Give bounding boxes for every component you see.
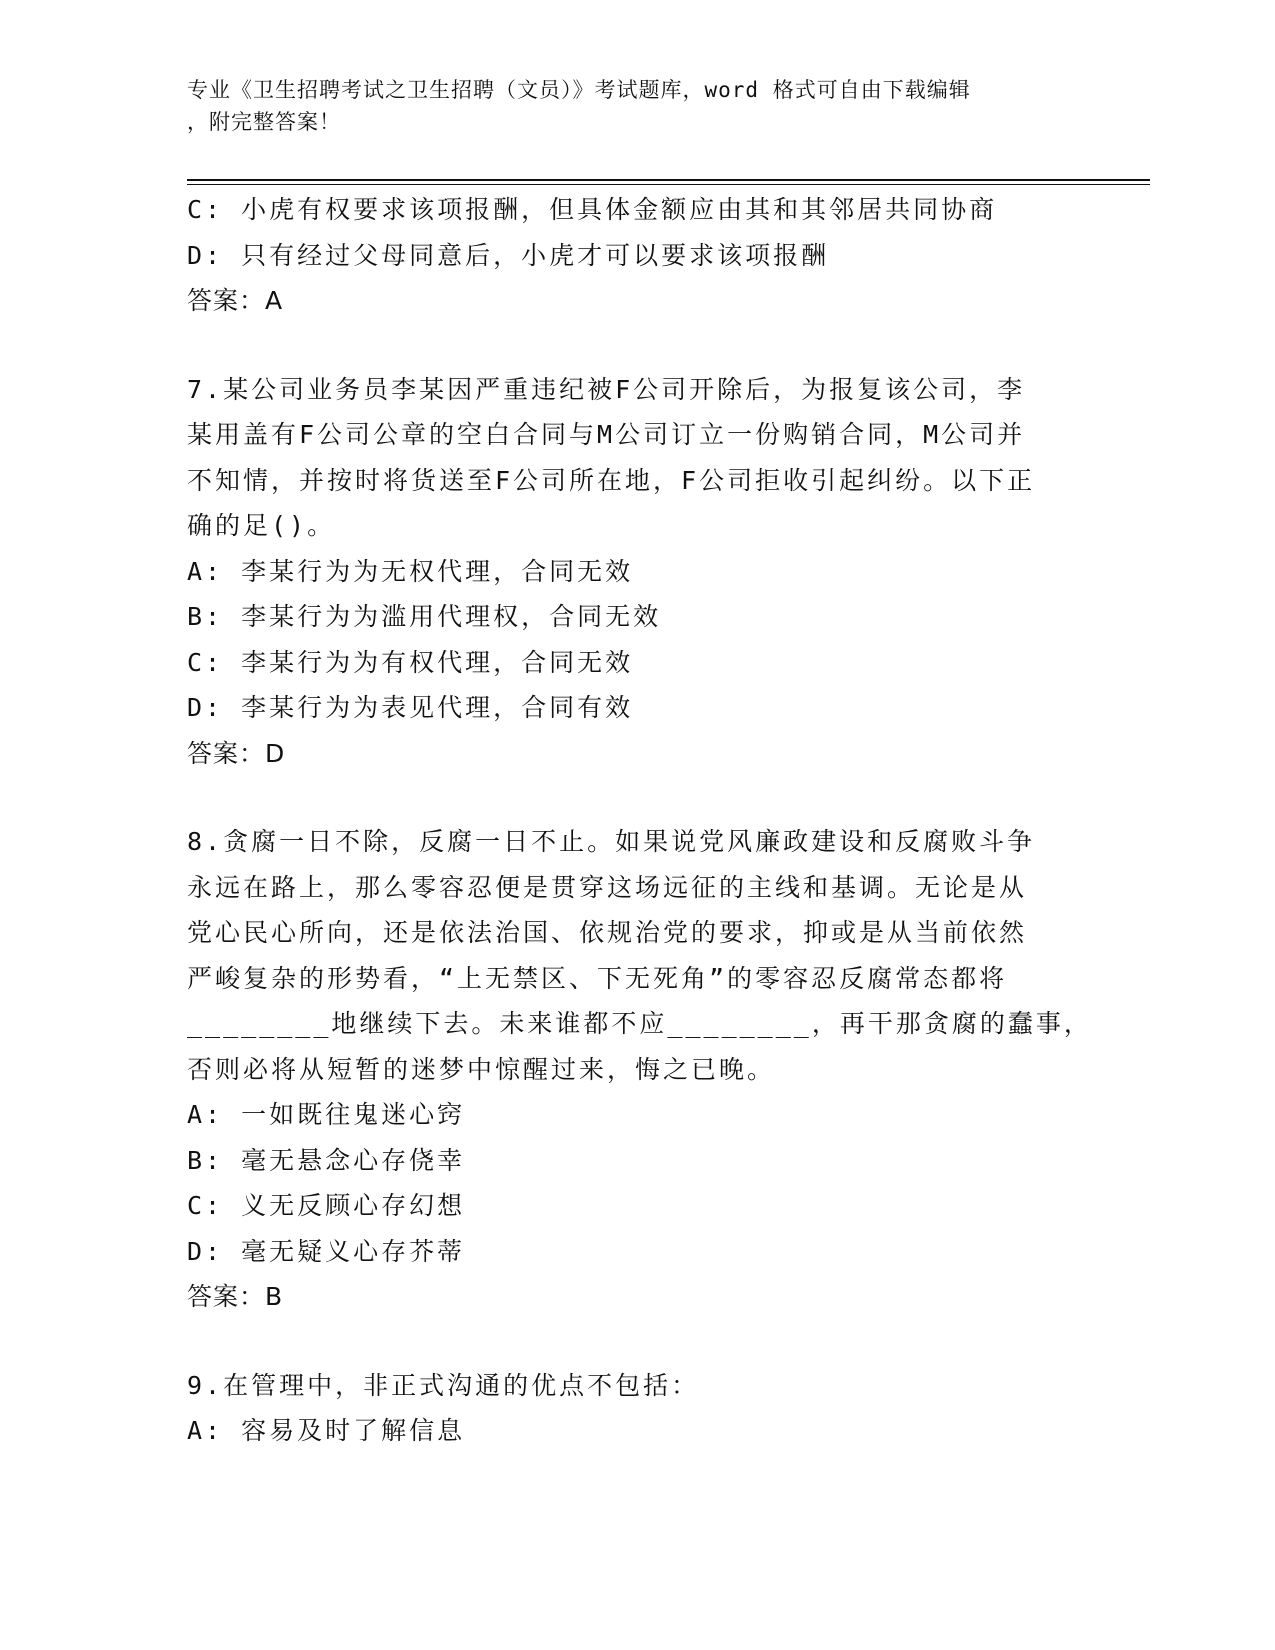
option-d: D: 李某行为为表见代理，合同有效 (187, 693, 634, 722)
option-a: A: 一如既往鬼迷心窍 (187, 1100, 466, 1129)
option-c: C: 李某行为为有权代理，合同无效 (187, 647, 634, 677)
question-stem-line: 否则必将从短暂的迷梦中惊醒过来，悔之已晚。 (187, 1054, 776, 1084)
answer-line: 答案：A (187, 286, 284, 315)
document-body (187, 187, 1092, 1454)
option-a: A: 李某行为为无权代理，合同无效 (187, 556, 634, 586)
option-b: B: 李某行为为滥用代理权，合同无效 (187, 602, 662, 631)
question-stem-line: 某用盖有F公司公章的空白合同与M公司订立一份购销合同，M公司并 (187, 420, 1026, 449)
question-stem-line: ________地继续下去。未来谁都不应________，再干那贪腐的蠢事， (187, 1009, 1092, 1038)
header-title-line: 专业《卫生招聘考试之卫生招聘（文员）》考试题库，word 格式可自由下载编辑 (187, 78, 971, 102)
question-block-8 (187, 819, 1092, 1320)
header-subtitle-line: ，附完整答案！ (187, 110, 341, 134)
question-block-7 (187, 367, 1087, 777)
option-b: B: 毫无悬念心存侥幸 (187, 1145, 466, 1175)
question-stem-line: 9.在管理中，非正式沟通的优点不包括： (187, 1370, 700, 1400)
question-block-9 (187, 1363, 1087, 1454)
document-header (187, 74, 1087, 138)
question-block-6 (187, 187, 1087, 324)
option-c: C: 小虎有权要求该项报酬，但具体金额应由其和其邻居共同协商 (187, 195, 998, 224)
header-divider (187, 179, 1150, 181)
answer-line: 答案：D (187, 738, 286, 768)
option-d: D: 只有经过父母同意后，小虎才可以要求该项报酬 (187, 240, 830, 270)
question-stem-line: 7.某公司业务员李某因严重违纪被F公司开除后，为报复该公司，李 (187, 374, 1026, 404)
question-stem-line: 确的足()。 (187, 511, 336, 540)
answer-line: 答案：B (187, 1282, 284, 1311)
spacer (187, 776, 1087, 819)
question-stem-line: 8.贪腐一日不除，反腐一日不止。如果说党风廉政建设和反腐败斗争 (187, 827, 1036, 856)
header-divider-thin (187, 184, 1150, 185)
spacer (187, 324, 1087, 367)
option-c: C: 义无反顾心存幻想 (187, 1191, 466, 1220)
question-stem-line: 严峻复杂的形势看，“上无禁区、下无死角”的零容忍反腐常态都将 (187, 963, 1008, 993)
question-stem-line: 永远在路上，那么零容忍便是贯穿这场远征的主线和基调。无论是从 (187, 872, 1028, 902)
spacer (187, 1320, 1087, 1363)
question-stem-line: 不知情，并按时将货送至F公司所在地，F公司拒收引起纠纷。以下正 (187, 465, 1036, 495)
question-stem-line: 党心民心所向，还是依法治国、依规治党的要求，抑或是从当前依然 (187, 918, 1028, 947)
option-a: A: 容易及时了解信息 (187, 1416, 466, 1445)
option-d: D: 毫无疑义心存芥蒂 (187, 1236, 466, 1266)
